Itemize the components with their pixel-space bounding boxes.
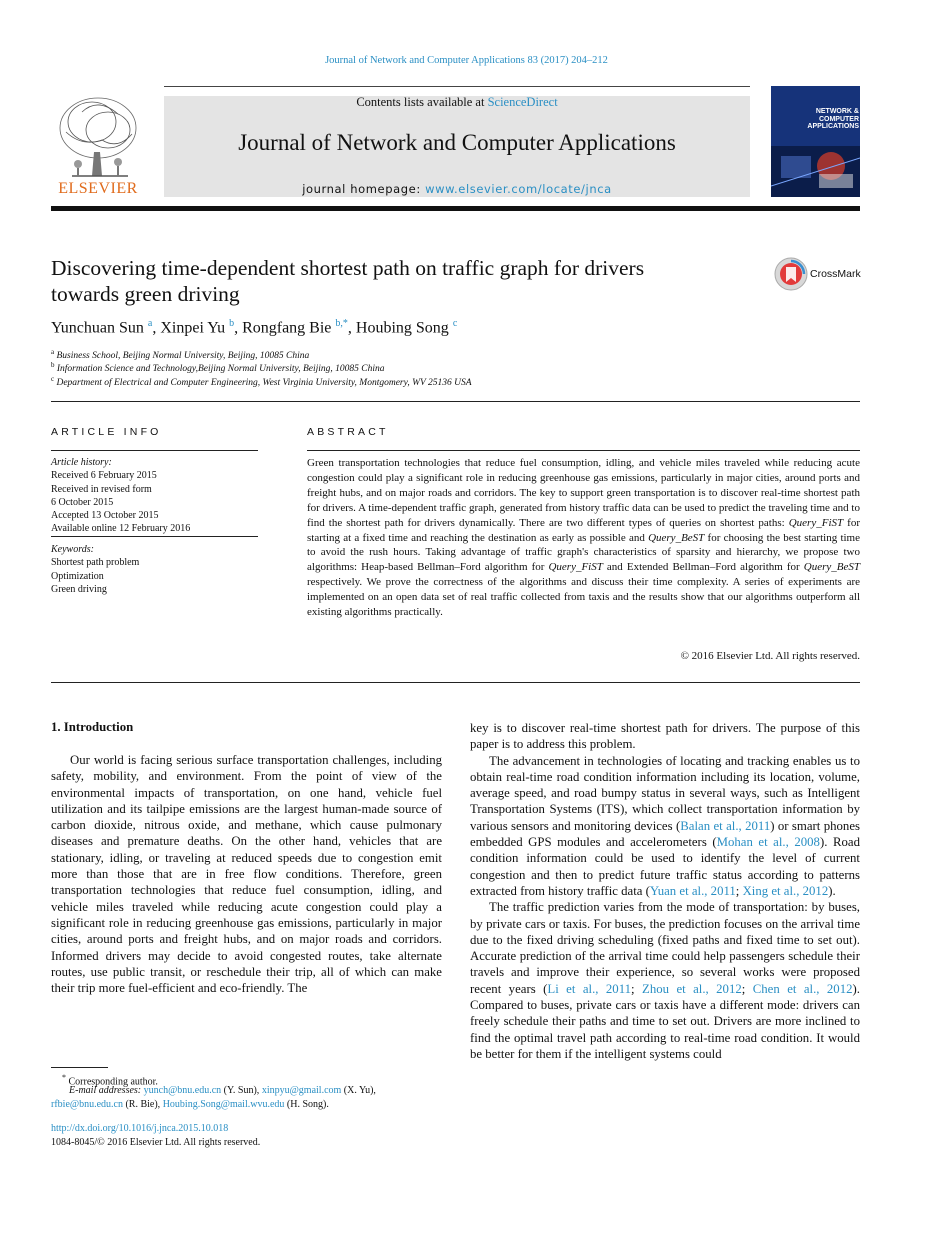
citation-link[interactable]: Li et al., 2011 <box>547 981 632 996</box>
author-affiliation-mark[interactable]: b,* <box>335 318 348 329</box>
affiliation <box>51 375 472 388</box>
citation-link[interactable]: Mohan et al., 2008 <box>716 835 820 850</box>
abstract-text: for starting at a fixed time and reaching the destination as early as possible and <box>307 516 861 544</box>
keyword: Optimization <box>51 571 104 582</box>
journal-homepage <box>164 182 750 196</box>
cover-line-1: NETWORK & <box>815 108 859 115</box>
author-affiliation-mark[interactable]: b <box>229 318 235 329</box>
affiliation-text: Department of Electrical and Computer Engineering, West Virginia University, Montgomery, WV 25136 USA <box>56 378 472 389</box>
paragraph: key is to discover real-time shortest path for drivers. The purpose of this paper is to address this problem. <box>470 721 860 752</box>
paragraph-text: The traffic prediction varies from the mode of transportation: by buses, by private cars or taxis. For buses, the prediction focuses on the arrival time due to the fixed driving scheduling (fixed paths and fixed time to set out). Accurate prediction of the arrival time could help passengers schedule their travels and improve their experience, so several works were proposed recent years ( <box>470 900 860 996</box>
cover-art-icon <box>771 86 860 197</box>
keywords-label: Keywords: <box>51 544 94 555</box>
paragraph-text: ). Road condition information could be used to identify the level of current congestion and then to predict future traffic status according to patterns extracted from history traffic data ( <box>470 835 860 898</box>
email-footnote-cont <box>51 1098 329 1112</box>
title-line-2: towards green driving <box>51 282 240 306</box>
abstract-rule <box>307 450 860 451</box>
history-item: Accepted 13 October 2015 <box>51 510 159 521</box>
paragraph: Our world is facing serious surface transportation challenges, including safety, mobility, and environment. From the point of view of the environmental impacts of transportation, on one hand, vehicle fuel utilization and its tailpipe emissions are the largest human-made source of carbon dioxide, nitrous oxide, and methane, which cause pulmonary diseases and premature deaths. On the other hand, vehicles that are stationary, idling, or traveling at reduced speeds due to congestion emit more than those that are in free flow conditions. Therefore, green transportation technologies that reduce fuel consumption, idling, and vehicle miles traveled while reducing acute congestion could play a significant role in reducing greenhouse gas emissions, particularly in major cities, around ports and freight hubs, and on major roads and corridors. Informed drivers may decide to avoid congested routes, take alternate routes, use public transit, or reschedule their trip, all of which can make their trip more fuel-efficient and eco-friendly. The <box>51 753 442 996</box>
cover-line-3: APPLICATIONS <box>807 123 859 130</box>
journal-cover-image[interactable] <box>771 86 860 197</box>
homepage-link[interactable]: www.elsevier.com/locate/jnca <box>425 182 612 196</box>
citation-separator: ; <box>735 883 743 898</box>
citation-separator: ; <box>741 981 753 996</box>
history-item: Available online 12 February 2016 <box>51 523 191 534</box>
abstract-term: Query_FiST <box>788 516 844 529</box>
affiliation <box>51 348 309 361</box>
affiliation-text: Business School, Beijing Normal University, Beijing, 10085 China <box>56 351 310 362</box>
elsevier-wordmark: ELSEVIER <box>58 180 138 197</box>
history-item: 6 October 2015 <box>51 497 114 508</box>
author-name: Rongfang Bie <box>242 319 332 337</box>
email-link[interactable]: xinpyu@gmail.com <box>261 1085 342 1096</box>
email-link[interactable]: Houbing.Song@mail.wvu.edu <box>162 1099 285 1110</box>
homepage-prefix: journal homepage: <box>302 182 426 196</box>
journal-name: Journal of Network and Computer Applications <box>238 130 676 155</box>
history-item: Received in revised form <box>51 484 152 495</box>
masthead-bottom-rule <box>51 206 860 211</box>
author-name: Yunchuan Sun <box>51 319 144 337</box>
email-owner: (Y. Sun), <box>221 1085 262 1096</box>
right-column <box>470 720 860 1062</box>
cover-line-2: COMPUTER <box>818 115 859 123</box>
paragraph-text: ). Compared to buses, private cars or taxis have a different mode: drivers can freely schedule their paths and time to set out. Drivers are more inclined to find the optimal travel path according to real-time road condition. It would be better for them if the intelligent systems could <box>470 981 860 1061</box>
paragraph <box>470 899 860 1062</box>
email-link[interactable]: yunch@bnu.edu.cn <box>143 1085 222 1096</box>
email-owner: (R. Bie), <box>122 1099 163 1110</box>
article-history-label: Article history: <box>51 457 112 468</box>
email-owner: (X. Yu), <box>341 1085 376 1096</box>
crossmark-icon <box>774 257 808 291</box>
asterisk-mark: * <box>62 1073 66 1082</box>
left-column <box>51 752 442 996</box>
paper-title <box>51 255 761 307</box>
author-list: Yunchuan Sun $^a$, Xinpei Yu $^b$, Rongfang Bie $^{b,*}$, Houbing Song $^c$ <box>51 318 458 337</box>
abstract-bottom-rule <box>51 682 860 683</box>
author-affiliation-mark[interactable]: a <box>147 318 153 329</box>
footnote-rule <box>51 1067 108 1068</box>
affiliation-text: Information Science and Technology,Beijing Normal University, Beijing, 10085 China <box>56 364 385 375</box>
abstract-term: Query_BeST <box>648 531 705 544</box>
citation-close: ). <box>828 883 836 898</box>
abstract-copyright: © 2016 Elsevier Ltd. All rights reserved. <box>680 650 860 662</box>
citation-link[interactable]: Zhou et al., 2012 <box>642 981 742 996</box>
abstract-text: and Extended Bellman–Ford algorithm for <box>602 561 804 574</box>
crossmark-label: CrossMark <box>810 268 861 280</box>
affiliation-mark: b <box>51 361 55 369</box>
abstract-term: Query_FiST <box>548 561 603 574</box>
history-rule <box>51 536 258 537</box>
paragraph-text: The advancement in technologies of locating and tracking enables us to obtain real-time road condition information including its location, volume, average speed, and road bumpy status in several ways, such as Intelligent Transportation Systems (ITS), which collect transportation information by various sensors and monitoring devices ( <box>470 753 860 833</box>
title-line-1: Discovering time-dependent shortest path on traffic graph for drivers <box>51 256 645 280</box>
keyword: Shortest path problem <box>51 557 140 568</box>
citation-link[interactable]: Xing et al., 2012 <box>742 883 829 898</box>
contents-prefix: Contents lists available at <box>356 95 488 109</box>
history-item: Received 6 February 2015 <box>51 470 157 481</box>
header-divider <box>51 401 860 402</box>
affiliation-mark: a <box>51 348 55 356</box>
abstract-text: respectively. We prove the correctness of the algorithms and discuss their time complexity. A series of experiments are implemented on an open data set of real traffic collected from taxis and the results show that our algorithms outperform all existing algorithms practically. <box>307 576 860 619</box>
sciencedirect-link[interactable]: ScienceDirect <box>487 95 558 109</box>
masthead-top-rule <box>164 86 750 87</box>
affiliation <box>51 361 385 374</box>
citation-separator: ; <box>631 981 642 996</box>
journal-citation[interactable]: Journal of Network and Computer Applications 83 (2017) 204–212 <box>325 55 608 66</box>
article-info-rule <box>51 450 258 451</box>
contents-line <box>164 95 750 110</box>
keyword: Green driving <box>51 584 107 595</box>
citation-link[interactable]: Balan et al., 2011 <box>680 818 771 833</box>
section-heading-introduction: 1. Introduction <box>51 720 134 734</box>
abstract-text: for choosing the best starting time to avoid the rush hours. Taking advantage of traffic graph's characteristics of sparsity and hierarchy, we propose two algorithms: Heap-based Bellman–Ford algorithm for <box>307 531 860 574</box>
affiliation-mark: c <box>51 375 55 383</box>
paragraph-text: ) or smart phones embedded GPS modules and accelerometers ( <box>470 818 860 850</box>
footnote-text: Corresponding author. <box>68 1076 158 1088</box>
abstract-heading: ABSTRACT <box>307 426 389 438</box>
email-label: E-mail addresses: <box>69 1085 144 1096</box>
article-info-heading: ARTICLE INFO <box>51 426 162 438</box>
abstract-term: Query_BeST <box>803 561 860 574</box>
citation-link[interactable]: Yuan et al., 2011 <box>649 883 736 898</box>
doi-link[interactable]: http://dx.doi.org/10.1016/j.jnca.2015.10.018 <box>51 1123 229 1134</box>
author-affiliation-mark[interactable]: c <box>452 318 458 329</box>
citation-link[interactable]: Chen et al., 2012 <box>752 981 853 996</box>
email-owner: (H. Song). <box>284 1099 329 1110</box>
email-footnote <box>69 1084 376 1098</box>
issn-line: 1084-8045/© 2016 Elsevier Ltd. All rights reserved. <box>51 1137 261 1148</box>
abstract-body <box>307 456 860 620</box>
crossmark-badge[interactable] <box>774 257 864 291</box>
paragraph <box>470 753 860 900</box>
author-name: Xinpei Yu <box>160 319 226 337</box>
author-name: Houbing Song <box>355 319 449 337</box>
email-link[interactable]: rfbie@bnu.edu.cn <box>51 1099 123 1110</box>
abstract-text: Green transportation technologies that reduce fuel consumption, idling, and vehicle miles traveled while reducing acute congestion could play a significant role in reducing greenhouse gas emissions, particularly in major cities, around ports and freight hubs, and on major roads and corridors. The key to support green transportation is to discover real-time shortest path for drivers. A time-dependent traffic graph, generated from history traffic data can be used to predict the traveling time and to find the shortest path for drivers dynamically. There are two different types of queries on shortest paths: <box>307 457 860 529</box>
cover-title <box>801 108 859 131</box>
